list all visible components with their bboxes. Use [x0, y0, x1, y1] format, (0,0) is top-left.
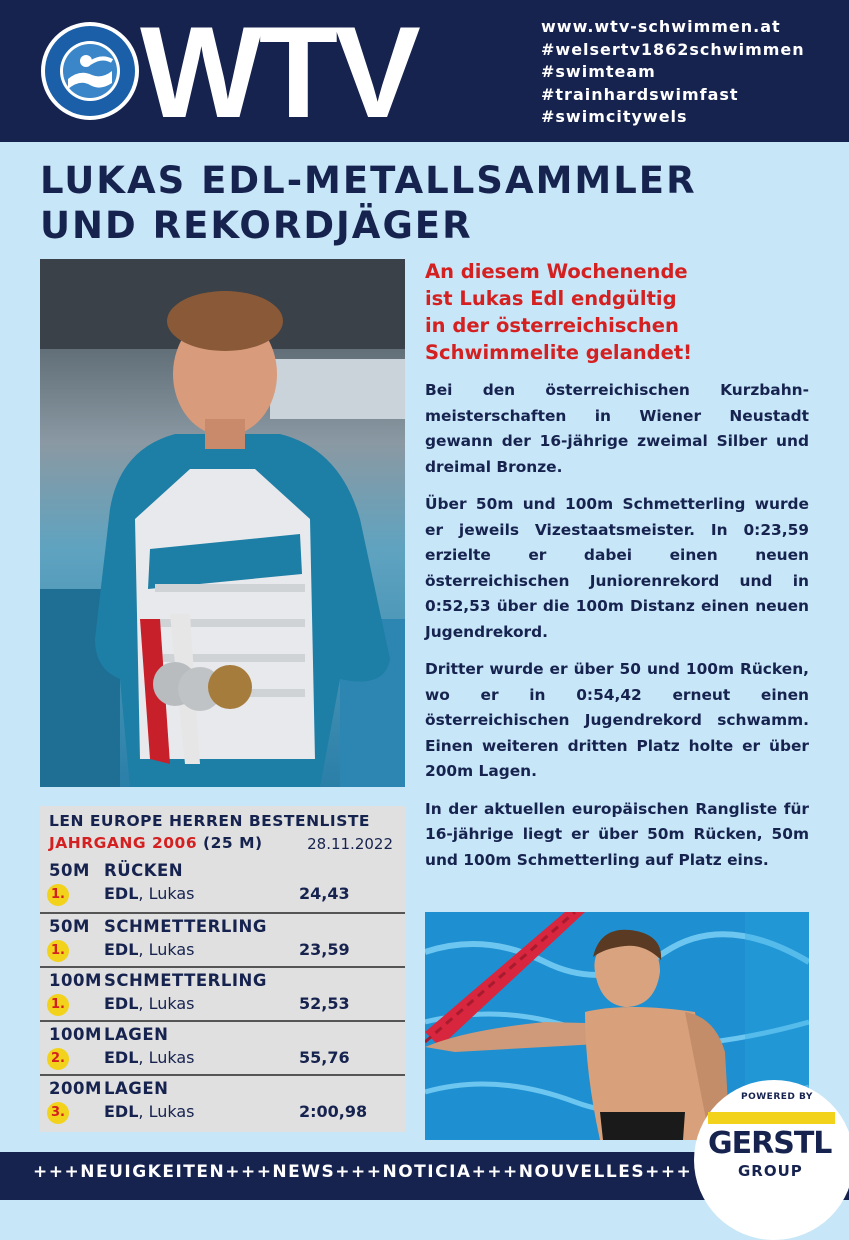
- powered-by-label: POWERED BY: [741, 1092, 813, 1102]
- sponsor-group-label: GROUP: [738, 1162, 803, 1180]
- table-row: [40, 858, 405, 912]
- table-row: [40, 912, 405, 968]
- result-time: 23,59: [299, 940, 350, 959]
- swimmer-with-medals-photo: [40, 259, 405, 787]
- place-badge: 1.: [47, 940, 69, 962]
- event-distance: 50M: [49, 861, 90, 880]
- table-row: [40, 966, 405, 1022]
- news-ticker: +++NEUIGKEITEN+++NEWS+++NOTICIA+++NOUVELLES+++: [33, 1162, 693, 1182]
- lead-line: An diesem Wochenende: [425, 260, 688, 283]
- pool-label: (25 M): [203, 834, 263, 852]
- result-time: 24,43: [299, 884, 350, 903]
- place-badge: 2.: [47, 1048, 69, 1070]
- body-paragraph: Dritter wurde er über 50 und 100m Rücken, wo er in 0:54,42 erneut einen österreichischen Jugendrekord schwamm. Einen weiteren dritten Platz holte er über 200m Lagen.: [425, 660, 809, 780]
- event-stroke: RÜCKEN: [104, 861, 184, 880]
- table-row: [40, 1074, 405, 1130]
- header-bar: [0, 0, 849, 145]
- body-paragraph: Bei den österreichischen Kurzbahn-meisterschaften in Wiener Neustadt gewann der 16-jährige zweimal Silber und dreimal Bronze.: [425, 381, 809, 476]
- surname: EDL: [104, 884, 139, 903]
- club-logo-icon: [40, 21, 140, 121]
- event-distance: 100M: [49, 971, 102, 990]
- firstname: , Lukas: [138, 994, 195, 1013]
- hashtag[interactable]: #welsertv1862schwimmen: [541, 39, 805, 59]
- swimmer-name: [104, 940, 194, 959]
- title-line: UND REKORDJÄGER: [40, 204, 473, 247]
- article-title: [40, 158, 697, 248]
- place-badge: 3.: [47, 1102, 69, 1124]
- surname: EDL: [104, 1102, 139, 1121]
- table-row: [40, 1020, 405, 1076]
- ranking-subheading: [49, 834, 263, 852]
- article-lead: [425, 258, 815, 366]
- title-line: LUKAS EDL-METALLSAMMLER: [40, 159, 697, 202]
- swimmer-name: [104, 1102, 194, 1121]
- firstname: , Lukas: [138, 940, 195, 959]
- hashtag-list: [541, 16, 805, 129]
- swimmer-name: [104, 884, 194, 903]
- sponsor-logo: GERSTL: [708, 1126, 832, 1161]
- article-body: [425, 378, 809, 885]
- surname: EDL: [104, 994, 139, 1013]
- lead-line: in der österreichischen: [425, 314, 679, 337]
- result-time: 52,53: [299, 994, 350, 1013]
- event-stroke: SCHMETTERLING: [104, 917, 267, 936]
- sponsor-stripe: [708, 1112, 835, 1124]
- result-time: 2:00,98: [299, 1102, 368, 1121]
- result-time: 55,76: [299, 1048, 350, 1067]
- brand-wordmark: WTV: [140, 0, 417, 145]
- event-distance: 200M: [49, 1079, 102, 1098]
- surname: EDL: [104, 1048, 139, 1067]
- ranking-table: [40, 806, 405, 1132]
- hashtag[interactable]: #swimcitywels: [541, 107, 688, 126]
- event-distance: 50M: [49, 917, 90, 936]
- ranking-heading: LEN EUROPE HERREN BESTENLISTE: [49, 812, 371, 830]
- year-label: JAHRGANG 2006: [49, 834, 198, 852]
- swimmer-name: [104, 994, 194, 1013]
- ranking-date: 28.11.2022: [307, 835, 393, 853]
- firstname: , Lukas: [138, 1048, 195, 1067]
- body-paragraph: Über 50m und 100m Schmetterling wurde er jeweils Vizestaatsmeister. In 0:23,59 erzielte er dabei einen neuen österreichischen Juniorenrekord und in 0:52,53 über die 100m Distanz einen neuen Jugendrekord.: [425, 495, 809, 641]
- hashtag[interactable]: #trainhardswimfast: [541, 84, 739, 104]
- body-paragraph: In der aktuellen europäischen Rangliste für 16-jährige liegt er über 50m Rücken, 50m und 100m Schmetterling auf Platz eins.: [425, 799, 809, 869]
- surname: EDL: [104, 940, 139, 959]
- hashtag[interactable]: #swimteam: [541, 62, 656, 81]
- swimmer-name: [104, 1048, 194, 1067]
- event-distance: 100M: [49, 1025, 102, 1044]
- website-link[interactable]: www.wtv-schwimmen.at: [541, 17, 781, 36]
- lead-line: Schwimmelite gelandet!: [425, 341, 693, 364]
- event-stroke: LAGEN: [104, 1079, 169, 1098]
- event-stroke: SCHMETTERLING: [104, 971, 267, 990]
- firstname: , Lukas: [138, 884, 195, 903]
- firstname: , Lukas: [138, 1102, 195, 1121]
- lead-line: ist Lukas Edl endgültig: [425, 287, 677, 310]
- event-stroke: LAGEN: [104, 1025, 169, 1044]
- place-badge: 1.: [47, 994, 69, 1016]
- place-badge: 1.: [47, 884, 69, 906]
